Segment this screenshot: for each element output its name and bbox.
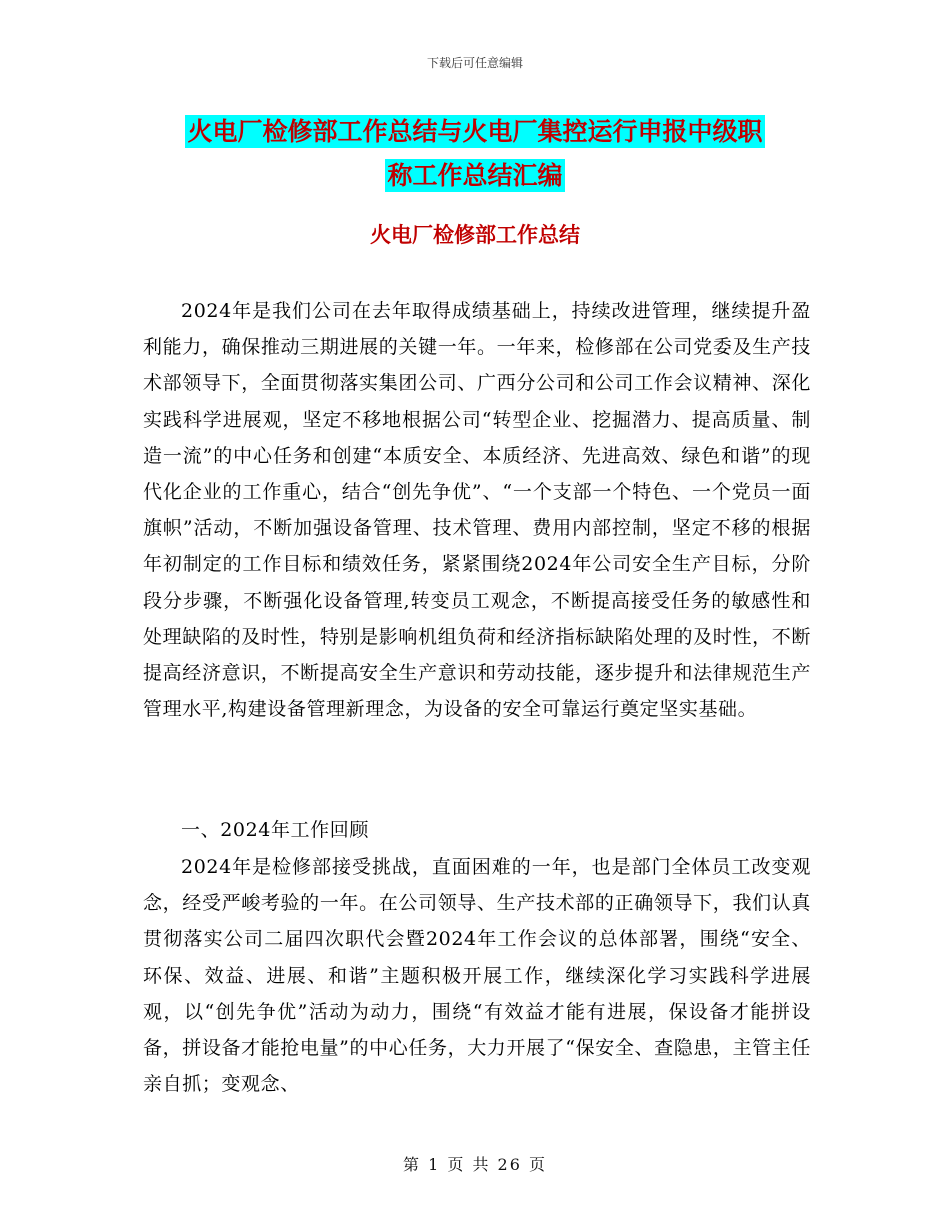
- document-title: [0, 110, 950, 198]
- body-paragraph-2: [143, 849, 811, 1102]
- subsection-heading: 一、2024年工作回顾: [181, 819, 369, 841]
- paragraph-text: 2024年是检修部接受挑战，直面困难的一年，也是部门全体员工改变观念，经受严峻考验的一年。在公司领导、生产技术部的正确领导下，我们认真贯彻落实公司二届四次职代会暨2024年工作会议的总体部署，围绕“安全、环保、效益、进展、和谐”主题积极开展工作，继续深化学习实践科学进展观，以“创先争优”活动为动力，围绕“有效益才能有进展，保设备才能拼设备，拼设备才能抢电量”的中心任务，大力开展了“保安全、查隐患，主管主任亲自抓；变观念、: [143, 856, 811, 1096]
- document-title-line-2: [0, 154, 950, 198]
- body-paragraph-1: [143, 293, 811, 727]
- title-line-1-text: 火电厂检修部工作总结与火电厂集控运行申报中级职: [187, 117, 763, 146]
- section-title: 火电厂检修部工作总结: [370, 223, 580, 247]
- paragraph-text: 2024年是我们公司在去年取得成绩基础上，持续改进管理，继续提升盈利能力，确保推动三期进展的关键一年。一年来，检修部在公司党委及生产技术部领导下，全面贯彻落实集团公司、广西分公司和公司工作会议精神、深化实践科学进展观，坚定不移地根据公司“转型企业、挖掘潜力、提高质量、制造一流”的中心任务和创建“本质安全、本质经济、先进高效、绿色和谐”的现代化企业的工作重心，结合“创先争优”、“一个支部一个特色、一个党员一面旗帜”活动，不断加强设备管理、技术管理、费用内部控制，坚定不移的根据年初制定的工作目标和绩效任务，紧紧围绕2024年公司安全生产目标，分阶段分步骤，不断强化设备管理,转变员工观念，不断提高接受任务的敏感性和处理缺陷的及时性，特别是影响机组负荷和经济指标缺陷处理的及时性，不断提高经济意识，不断提高安全生产意识和劳动技能，逐步提升和法律规范生产管理水平,构建设备管理新理念，为设备的安全可靠运行奠定坚实基础。: [143, 300, 811, 721]
- page-header-note: 下载后可任意编辑: [426, 56, 523, 70]
- document-title-line-1: [0, 110, 950, 154]
- title-line-2-text: 称工作总结汇编: [387, 161, 563, 190]
- body-heading-review: [143, 812, 811, 848]
- page-number-footer: 第 1 页 共 26 页: [403, 1155, 547, 1174]
